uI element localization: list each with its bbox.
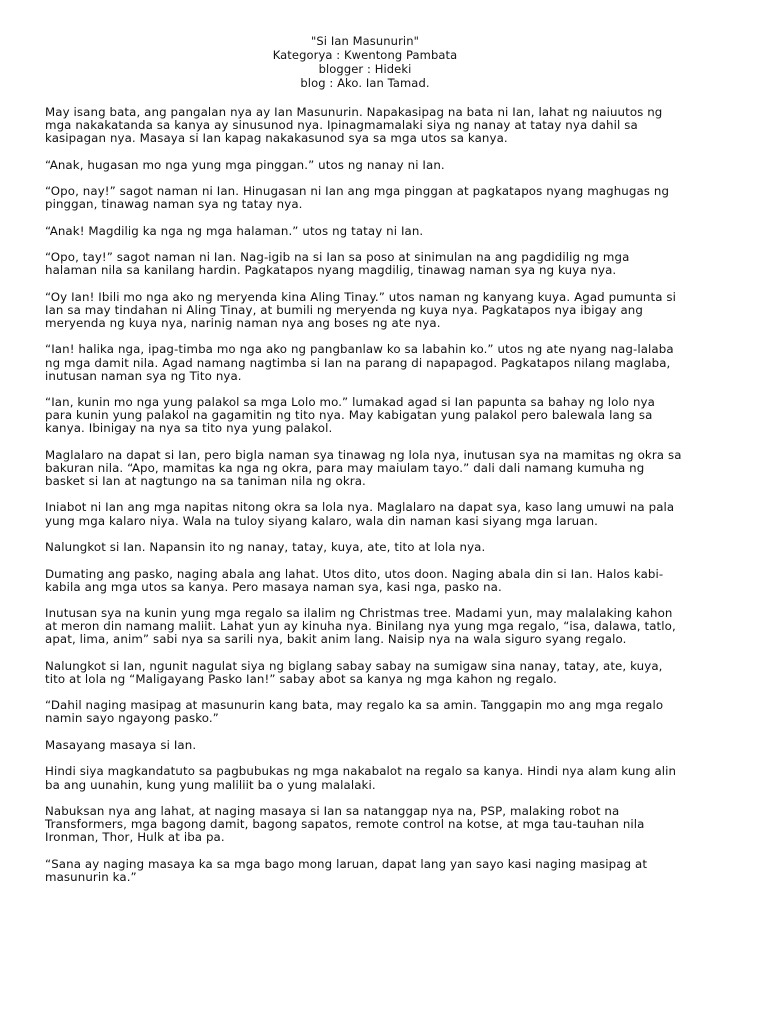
paragraph: “Anak, hugasan mo nga yung mga pinggan.” utos ng nanay ni Ian. [45, 157, 445, 172]
paragraph: Nalungkot si Ian, ngunit nagulat siya ng biglang sabay sabay na sumigaw sina nanay, tatay, ate, kuya, tito at lola ng “Maligayang Pasko Ian!” sabay abot sa kanya ng mga kahon ng regalo. [45, 658, 663, 686]
document-page [45, 34, 685, 897]
paragraph: “Anak! Magdilig ka nga ng mga halaman.” utos ng tatay ni Ian. [45, 223, 424, 238]
paragraph: Masayang masaya si Ian. [45, 737, 197, 752]
paragraph: Hindi siya magkandatuto sa pagbubukas ng mga nakabalot na regalo sa kanya. Hindi nya alam kung alin ba ang uunahin, kung yung maliliit ba o yung malalaki. [45, 764, 677, 792]
paragraph: “Ian, kunin mo nga yung palakol sa mga Lolo mo.” lumakad agad si Ian papunta sa bahay ng lolo nya para kunin yung palakol na gagamitin ng tito nya. May kabigatan yung palakol pero balewala lang sa kanya. Ibinigay na nya sa tito nya yung palakol. [45, 395, 655, 436]
paragraph: Inutusan sya na kunin yung mga regalo sa ilalim ng Christmas tree. Madami yun, may malalaking kahon at meron din namang maliit. Lahat yun ay kinuha nya. Binilang nya yung mga regalo, “isa, dalawa, tatlo, apat, lima, anim” sabi nya sa sarili nya, bakit anim lang. Naisip nya na wala siguro syang regalo. [45, 606, 676, 647]
paragraph: “Dahil naging masipag at masunurin kang bata, may regalo ka sa amin. Tanggapin mo ang mga regalo namin sayo ngayong pasko.” [45, 698, 664, 726]
story-blogger: blogger : Hideki [318, 62, 412, 76]
paragraph: May isang bata, ang pangalan nya ay Ian Masunurin. Napakasipag na bata ni Ian, lahat ng naiuutos ng mga nakakatanda sa kanya ay sinusunod nya. Ipinagmamalaki siya ng nanay at tatay nya dahil sa kasipagan nya. Masaya si Ian kapag nakakasunod sya sa mga utos sa kanya. [45, 105, 663, 146]
document-header [45, 34, 685, 90]
paragraph: “Ian! halika nga, ipag-timba mo nga ako ng pangbanlaw ko sa labahin ko.” utos ng ate nyang nag-lalaba ng mga damit nila. Agad namang nagtimba si Ian na parang di napapagod. Pagkatapos nilang maglaba, inutusan naman sya ng Tito nya. [45, 342, 674, 383]
paragraph: “Opo, nay!” sagot naman ni Ian. Hinugasan ni Ian ang mga pinggan at pagkatapos nyang maghugas ng pinggan, tinawag naman sya ng tatay nya. [45, 184, 670, 212]
paragraph: “Oy Ian! Ibili mo nga ako ng meryenda kina Aling Tinay.” utos naman ng kanyang kuya. Agad pumunta si Ian sa may tindahan ni Aling Tinay, at bumili ng meryenda ng kuya nya. Pagkatapos nya ibigay ang meryenda ng kuya nya, narinig naman nya ang boses ng ate nya. [45, 289, 677, 330]
paragraph: Nalungkot si Ian. Napansin ito ng nanay, tatay, kuya, ate, tito at lola nya. [45, 540, 486, 555]
paragraph: Maglalaro na dapat si Ian, pero bigla naman sya tinawag ng lola nya, inutusan sya na mamitas ng okra sa bakuran nila. “Apo, mamitas ka nga ng okra, para may maiulam tayo.” dali dali namang kumuha ng basket si Ian at nagtungo na sa taniman nila ng okra. [45, 447, 682, 488]
story-body [45, 106, 685, 884]
paragraph: Iniabot ni Ian ang mga napitas nitong okra sa lola nya. Maglalaro na dapat sya, kaso lang umuwi na pala yung mga kalaro niya. Wala na tuloy siyang kalaro, wala din naman kasi siyang mga laruan. [45, 500, 675, 528]
paragraph: Nabuksan nya ang lahat, at naging masaya si Ian sa natanggap nya na, PSP, malaking robot na Transformers, mga bagong damit, bagong sapatos, remote control na kotse, at mga tau-tauhan nila Ironman, Thor, Hulk at iba pa. [45, 804, 645, 845]
paragraph: “Opo, tay!” sagot naman ni Ian. Nag-igib na si Ian sa poso at sinimulan na ang pagdidilig ng mga halaman nila sa kanilang hardin. Pagkatapos nyang magdilig, tinawag naman sya ng kuya nya. [45, 250, 630, 278]
story-title: "Si Ian Masunurin" [311, 34, 419, 48]
paragraph: “Sana ay naging masaya ka sa mga bago mong laruan, dapat lang yan sayo kasi naging masipag at masunurin ka.” [45, 856, 648, 884]
story-blog: blog : Ako. Ian Tamad. [300, 76, 430, 90]
story-category: Kategorya : Kwentong Pambata [272, 48, 458, 62]
paragraph: Dumating ang pasko, naging abala ang lahat. Utos dito, utos doon. Naging abala din si Ian. Halos kabi-kabila ang mga utos sa kanya. Pero masaya naman sya, kasi nga, pasko na. [45, 566, 664, 594]
